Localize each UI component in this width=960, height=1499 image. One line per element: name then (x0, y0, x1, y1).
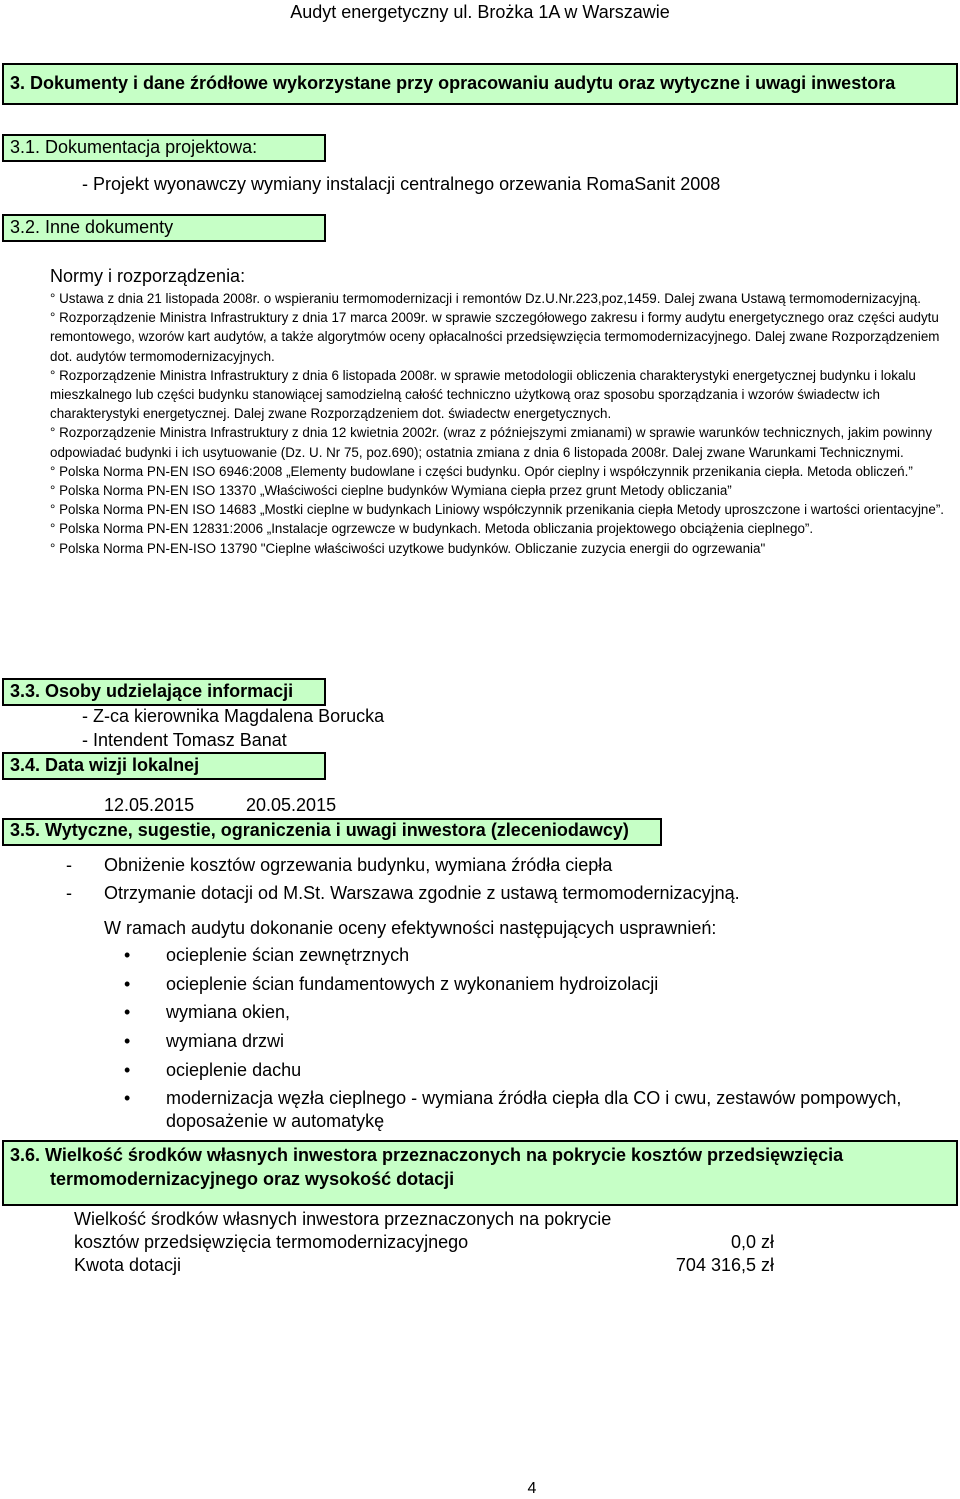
list-item (122, 944, 942, 967)
improvement-label: wymiana okien, (166, 1002, 291, 1023)
section-3-3-title: 3.3. Osoby udzielające informacji (10, 681, 294, 701)
guideline-item: Otrzymanie dotacji od M.St. Warszawa zgodnie z ustawą termomodernizacyjną. (104, 883, 740, 903)
bullet-icon: • (124, 1002, 131, 1023)
bullet-icon: • (124, 945, 131, 965)
own-funds-label-cont: kosztów przedsięwzięcia termomodernizacyjnego (74, 1232, 469, 1252)
page-number: 4 (527, 1480, 537, 1497)
norms-heading: Normy i rozporządzenia: (50, 266, 246, 286)
visit-date: 20.05.2015 (246, 795, 337, 815)
improvements-intro: W ramach audytu dokonanie oceny efektywności następujących usprawnień: (104, 918, 717, 938)
section-3-6-title-cont: termomodernizacyjnego oraz wysokość dotacji (50, 1169, 455, 1189)
norm-item: ° Rozporządzenie Ministra Infrastruktury z dnia 6 listopada 2008r. w sprawie metodologii obliczenia charakterystyki energetycznej budynku i lokalu mieszkalnego lub części budynku stanowiącej samodzielną całość techniczno użytkową oraz sposobu sporządzania i wzorów świadectw ich charakterystyki energetycznej. Dalej zwane Rozporządzeniem dot. świadectw energetycznych. (50, 367, 916, 422)
bullet-icon: • (124, 973, 131, 994)
guideline-item: Obniżenie kosztów ogrzewania budynku, wymiana źródła ciepła (104, 855, 613, 875)
grant-value: 704 316,5 zł (675, 1255, 774, 1275)
improvement-label: ocieplenie ścian fundamentowych z wykonaniem hydroizolacji (166, 973, 659, 994)
norm-item: ° Ustawa z dnia 21 listopada 2008r. o wspieraniu termomodernizacji i remontów Dz.U.Nr.223,poz,1459. Dalej zwana Ustawą termomodernizacyjną. (50, 291, 921, 306)
list-item (122, 1030, 942, 1053)
guideline-dash: - (66, 855, 72, 875)
norms-list (50, 289, 950, 558)
section-3-4-title: 3.4. Data wizji lokalnej (10, 755, 200, 775)
list-item (122, 1059, 942, 1082)
norm-item: ° Polska Norma PN-EN ISO 14683 „Mostki cieplne w budynkach Liniowy współczynnik przenikania ciepła Metody uproszczone i wartości orientacyjne”. (50, 502, 944, 518)
norm-item: ° Polska Norma PN-EN ISO 13370 „Właściwości cieplne budynków Wymiana ciepła przez grunt Metody obliczania” (50, 483, 732, 499)
guideline-dash: - (66, 883, 72, 903)
improvement-label: ocieplenie dachu (166, 1059, 302, 1080)
section-3-2-title: 3.2. Inne dokumenty (10, 217, 174, 237)
norm-item: ° Polska Norma PN-EN 12831:2006 „Instalacje ogrzewcze w budynkach. Metoda obliczania projektowego obciążenia cieplnego”. (50, 521, 814, 537)
own-funds-value: 0,0 zł (730, 1232, 774, 1252)
improvements-list (122, 944, 942, 1139)
section-3-1-title: 3.1. Dokumentacja projektowa: (10, 137, 258, 157)
improvement-label: wymiana drzwi (166, 1031, 285, 1052)
list-item (122, 1001, 942, 1024)
list-item (122, 973, 942, 996)
section-3-6-title: 3.6. Wielkość środków własnych inwestora przeznaczonych na pokrycie kosztów przedsięwzięcia (10, 1145, 844, 1165)
visit-date: 12.05.2015 (104, 795, 195, 815)
bullet-icon: • (124, 1031, 131, 1052)
own-funds-label: Wielkość środków własnych inwestora przeznaczonych na pokrycie (74, 1209, 612, 1229)
bullet-icon: • (124, 1088, 131, 1109)
document-header: Audyt energetyczny ul. Brożka 1A w Warszawie (290, 2, 670, 22)
norm-item: ° Polska Norma PN-EN ISO 6946:2008 „Elementy budowlane i części budynku. Opór cieplny i współczynnik przenikania ciepła. Metoda obliczeń.” (50, 463, 913, 479)
person-item: - Intendent Tomasz Banat (82, 730, 287, 750)
norm-item: ° Polska Norma PN-EN-ISO 13790 "Cieplne właściwości uzytkowe budynków. Obliczanie zuzycia energii do ogrzewania" (50, 540, 766, 556)
section-3-5-title: 3.5. Wytyczne, sugestie, ograniczenia i uwagi inwestora (zleceniodawcy) (10, 820, 629, 840)
project-doc-item: - Projekt wyonawczy wymiany instalacji centralnego orzewania RomaSanit 2008 (82, 174, 721, 194)
list-item (122, 1087, 942, 1133)
improvement-label: ocieplenie ścian zewnętrznych (166, 945, 410, 965)
section-3-title: 3. Dokumenty i dane źródłowe wykorzystane przy opracowaniu audytu oraz wytyczne i uwagi inwestora (10, 73, 896, 93)
bullet-icon: • (124, 1059, 131, 1080)
norm-item: ° Rozporządzenie Ministra Infrastruktury z dnia 17 marca 2009r. w sprawie szczegółowego zakresu i formy audytu energetycznego oraz części audytu remontowego, wzorów kart audytów, a także algorytmów oceny opłacalności przedsięwzięcia termomodernizacyjnego. Dalej zwane Rozporządzeniem dot. audytów termomodernizacyjnych. (50, 310, 940, 364)
person-item: - Z-ca kierownika Magdalena Borucka (82, 706, 385, 726)
norm-item: ° Rozporządzenie Ministra Infrastruktury z dnia 12 kwietnia 2002r. (wraz z późniejszymi zmianami) w sprawie warunków technicznych, jakim powinny odpowiadać budynki i ich usytuowanie (Dz. U. Nr 75, poz.690); ostatnia zmiana z dnia 6 listopada 2008r. Dalej zwane Warunkami Technicznymi. (50, 425, 933, 460)
grant-label: Kwota dotacji (74, 1255, 182, 1275)
improvement-label: modernizacja węzła cieplnego - wymiana źródła ciepła dla CO i cwu, zestawów pompowych, doposażenie w automatykę (166, 1088, 902, 1132)
